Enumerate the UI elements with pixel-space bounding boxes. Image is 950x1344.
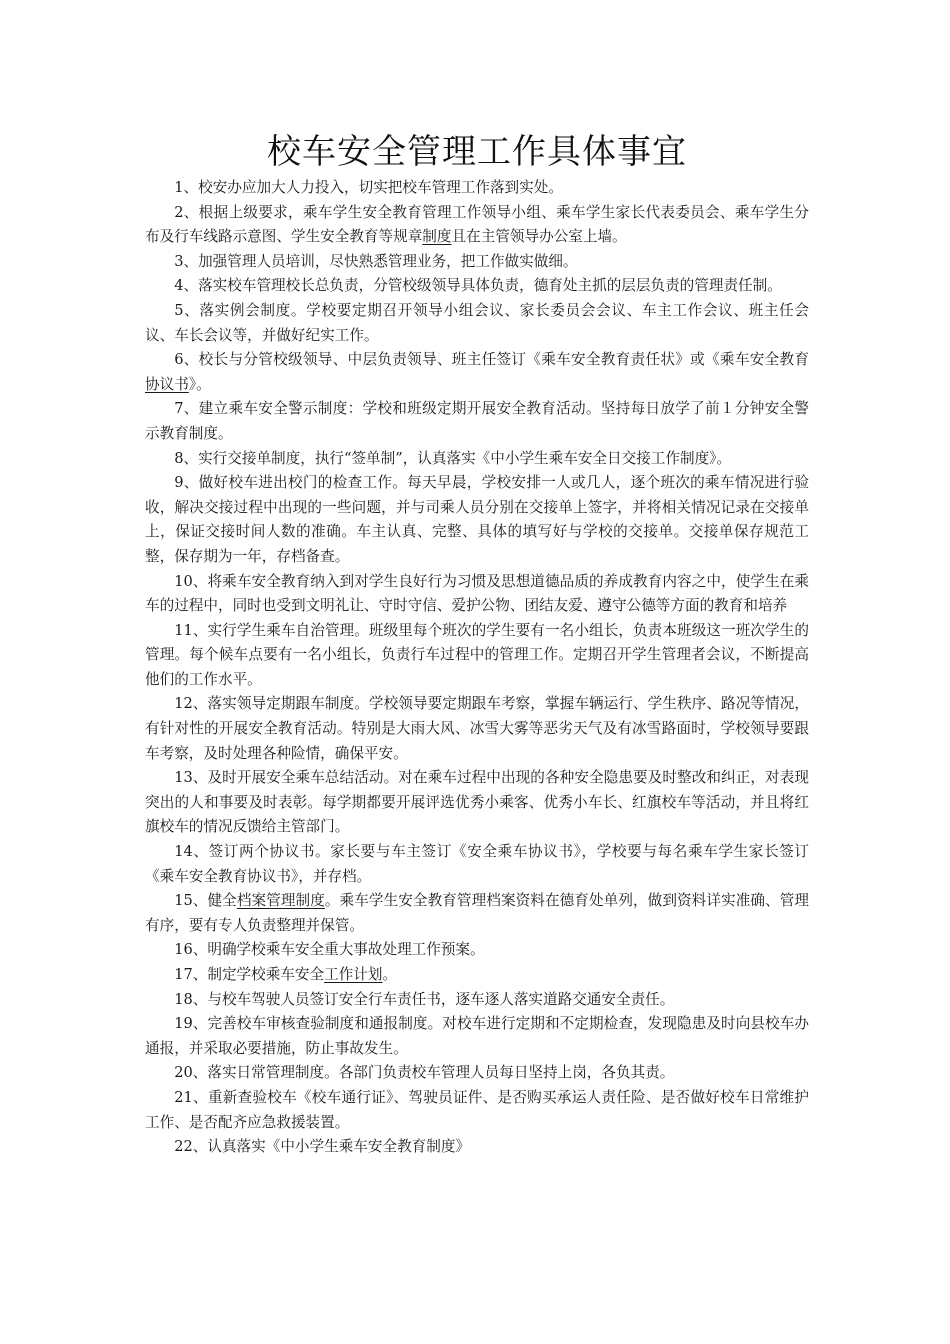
list-item: 20、落实日常管理制度。各部门负责校车管理人员每日坚持上岗，各负其责。	[174, 1064, 675, 1082]
item-text: 17、制定学校乘车安全	[174, 966, 325, 983]
list-item: 14、签订两个协议书。家长要与车主签订《安全乘车协议书》，学校要与每名乘车学生家长签订《乘车安全教育协议书》，并存档。	[145, 843, 809, 885]
document-title: 校车安全管理工作具体事宜	[267, 132, 687, 172]
list-item: 16、明确学校乘车安全重大事故处理工作预案。	[174, 941, 485, 959]
list-item: 12、落实领导定期跟车制度。学校领导要定期跟车考察，掌握车辆运行、学生秩序、路况等情况，有针对性的开展安全教育活动。特别是大雨大风、冰雪大雾等恶劣天气及有冰雪路面时，学校领导要跟车考察，及时处理各种险情，确保平安。	[145, 695, 809, 762]
item-text: 15、健全	[174, 892, 237, 910]
list-item: 19、完善校车审核查验制度和通报制度。对校车进行定期和不定期检查，发现隐患及时向县校车办通报，并采取必要措施，防止事故发生。	[145, 1015, 809, 1057]
list-item: 7、建立乘车安全警示制度：学校和班级定期开展安全教育活动。坚持每日放学了前１分钟安全警示教育制度。	[145, 400, 809, 442]
item-list	[145, 176, 809, 1160]
item-text: 》。	[188, 375, 211, 393]
list-item: 9、做好校车进出校门的检查工作。每天早晨，学校安排一人或几人，逐个班次的乘车情况进行验收，解决交接过程中出现的一些问题，并与司乘人员分别在交接单上签字，并将相关情况记录在交接单上，保证交接时间人数的准确。车主认真、完整、具体的填写好与学校的交接单。交接单保存规范工整，保存期为一年，存档备查。	[145, 474, 809, 565]
list-item	[145, 348, 809, 397]
list-item: 8、实行交接单制度，执行“签单制”，认真落实《中小学生乘车安全日交接工作制度》。	[174, 449, 732, 467]
list-item: 22、认真落实《中小学生乘车安全教育制度》	[174, 1138, 471, 1156]
list-item: 18、与校车驾驶人员签订安全行车责任书，逐车逐人落实道路交通安全责任。	[174, 990, 675, 1008]
list-item: 5、落实例会制度。学校要定期召开领导小组会议、家长委员会会议、车主工作会议、班主任会议、车长会议等，并做好纪实工作。	[145, 301, 809, 344]
item-text: 。	[382, 966, 398, 983]
document-page	[145, 128, 809, 1160]
list-item: 21、重新查验校车《校车通行证》、驾驶员证件、是否购买承运人责任险、是否做好校车日常维护工作、是否配齐应急救援装置。	[145, 1088, 809, 1131]
item-text: 6、校长与分管校级领导、中层负责领导、班主任签订《乘车安全教育责任状》或《乘车安全教育	[174, 351, 809, 369]
item-text: 2、根据上级要求，乘车学生安全教育管理工作领导小组、乘车学生家长代表委员会、乘车学生分布及行车线路示意图、学生安全教育等规章	[145, 203, 809, 246]
list-item	[145, 963, 809, 988]
list-item	[145, 201, 809, 250]
underlined-link[interactable]: 制度	[422, 228, 452, 246]
underlined-link[interactable]: 协议书	[145, 375, 189, 393]
list-item: 3、加强管理人员培训，尽快熟悉管理业务，把工作做实做细。	[174, 252, 578, 270]
underlined-link[interactable]: 档案管理制度	[236, 892, 325, 910]
list-item: 11、实行学生乘车自治管理。班级里每个班次的学生要有一名小组长，负责本班级这一班次学生的管理。每个候车点要有一名小组长，负责行车过程中的管理工作。定期召开学生管理者会议，不断提高他们的工作水平。	[145, 621, 809, 688]
list-item: 4、落实校车管理校长总负责，分管校级领导具体负责，德育处主抓的层层负责的管理责任制。	[174, 277, 782, 295]
underlined-link[interactable]: 工作计划	[324, 966, 383, 983]
item-text: 且在主管领导办公室上墙。	[451, 228, 627, 246]
item-text: 。乘车学生安全教育管理档案资料在德育处单列，做到资料详实准确、管理有序，要有专人负责整理并保管。	[145, 892, 809, 934]
list-item: 1、校安办应加大人力投入，切实把校车管理工作落到实处。	[174, 179, 563, 196]
list-item: 10、将乘车安全教育纳入到对学生良好行为习惯及思想道德品质的养成教育内容之中，使学生在乘车的过程中，同时也受到文明礼让、守时守信、爱护公物、团结友爱、遵守公德等方面的教育和培养	[145, 572, 809, 615]
list-item	[145, 889, 809, 938]
list-item: 13、及时开展安全乘车总结活动。对在乘车过程中出现的各种安全隐患要及时整改和纠正，对表现突出的人和事要及时表彰。每学期都要开展评选优秀小乘客、优秀小车长、红旗校车等活动，并且将红旗校车的情况反馈给主管部门。	[145, 769, 809, 836]
